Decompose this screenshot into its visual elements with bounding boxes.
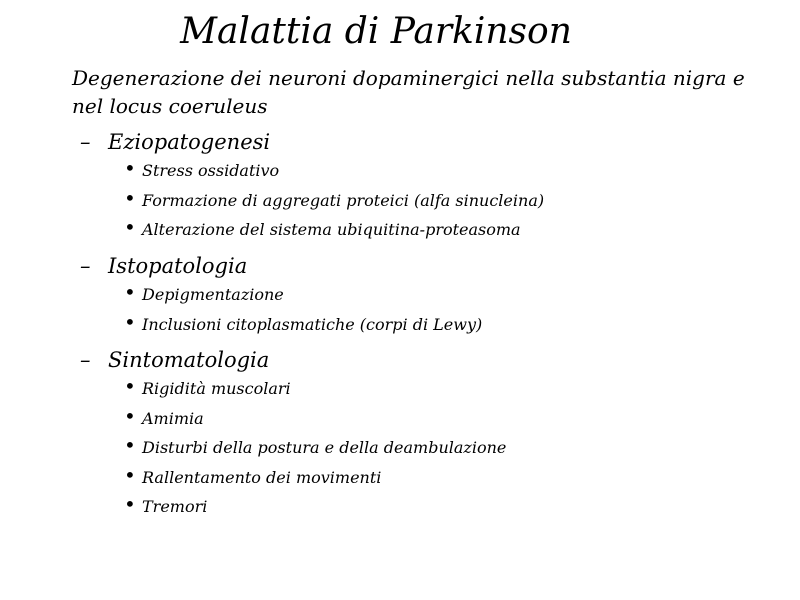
list-item-text: Stress ossidativo — [142, 161, 280, 180]
bullet-icon: • — [124, 403, 136, 428]
list-item — [124, 217, 521, 241]
bullet-icon: • — [124, 374, 136, 398]
section-label: Istopatologia — [108, 254, 248, 278]
section-heading — [80, 128, 270, 156]
bullet-icon: • — [124, 462, 136, 487]
bullet-icon: • — [124, 280, 136, 304]
list-item — [124, 309, 483, 336]
section-heading — [80, 252, 247, 280]
list-item — [124, 282, 284, 306]
list-item — [124, 435, 506, 459]
list-item — [124, 494, 207, 518]
list-item — [124, 376, 291, 400]
list-item — [124, 158, 279, 182]
list-item-text: Rigidità muscolari — [142, 379, 291, 398]
list-item — [124, 462, 382, 489]
section-label: Eziopatogenesi — [108, 130, 271, 154]
list-item-text: Amimia — [142, 408, 204, 428]
list-item-text: Inclusioni citoplasmatiche (corpi di Lewy) — [142, 314, 483, 334]
list-item-text: Alterazione del sistema ubiquitina-proteasoma — [142, 220, 521, 240]
bullet-icon: • — [124, 492, 136, 517]
list-item — [124, 185, 545, 212]
bullet-icon: • — [124, 309, 136, 334]
list-item-text: Depigmentazione — [142, 285, 284, 304]
bullet-icon: • — [124, 156, 136, 180]
dash-marker: – — [80, 130, 91, 154]
list-item-text: Rallentamento dei movimenti — [142, 467, 382, 487]
bullet-icon: • — [124, 215, 136, 240]
bullet-icon: • — [124, 433, 136, 458]
dash-marker: – — [80, 348, 91, 372]
section-heading — [80, 346, 269, 374]
list-item-text: Tremori — [142, 497, 208, 517]
list-item-text: Formazione di aggregati proteici (alfa sinucleina) — [142, 190, 545, 210]
slide-intro: Degenerazione dei neuroni dopaminergici nella substantia nigra e nel locus coeruleus — [72, 66, 745, 118]
bullet-icon: • — [124, 185, 136, 210]
dash-marker: – — [80, 254, 91, 278]
slide-title: Malattia di Parkinson — [180, 11, 572, 52]
section-label: Sintomatologia — [108, 348, 270, 372]
list-item-text: Disturbi della postura e della deambulazione — [142, 438, 507, 458]
list-item — [124, 403, 204, 430]
